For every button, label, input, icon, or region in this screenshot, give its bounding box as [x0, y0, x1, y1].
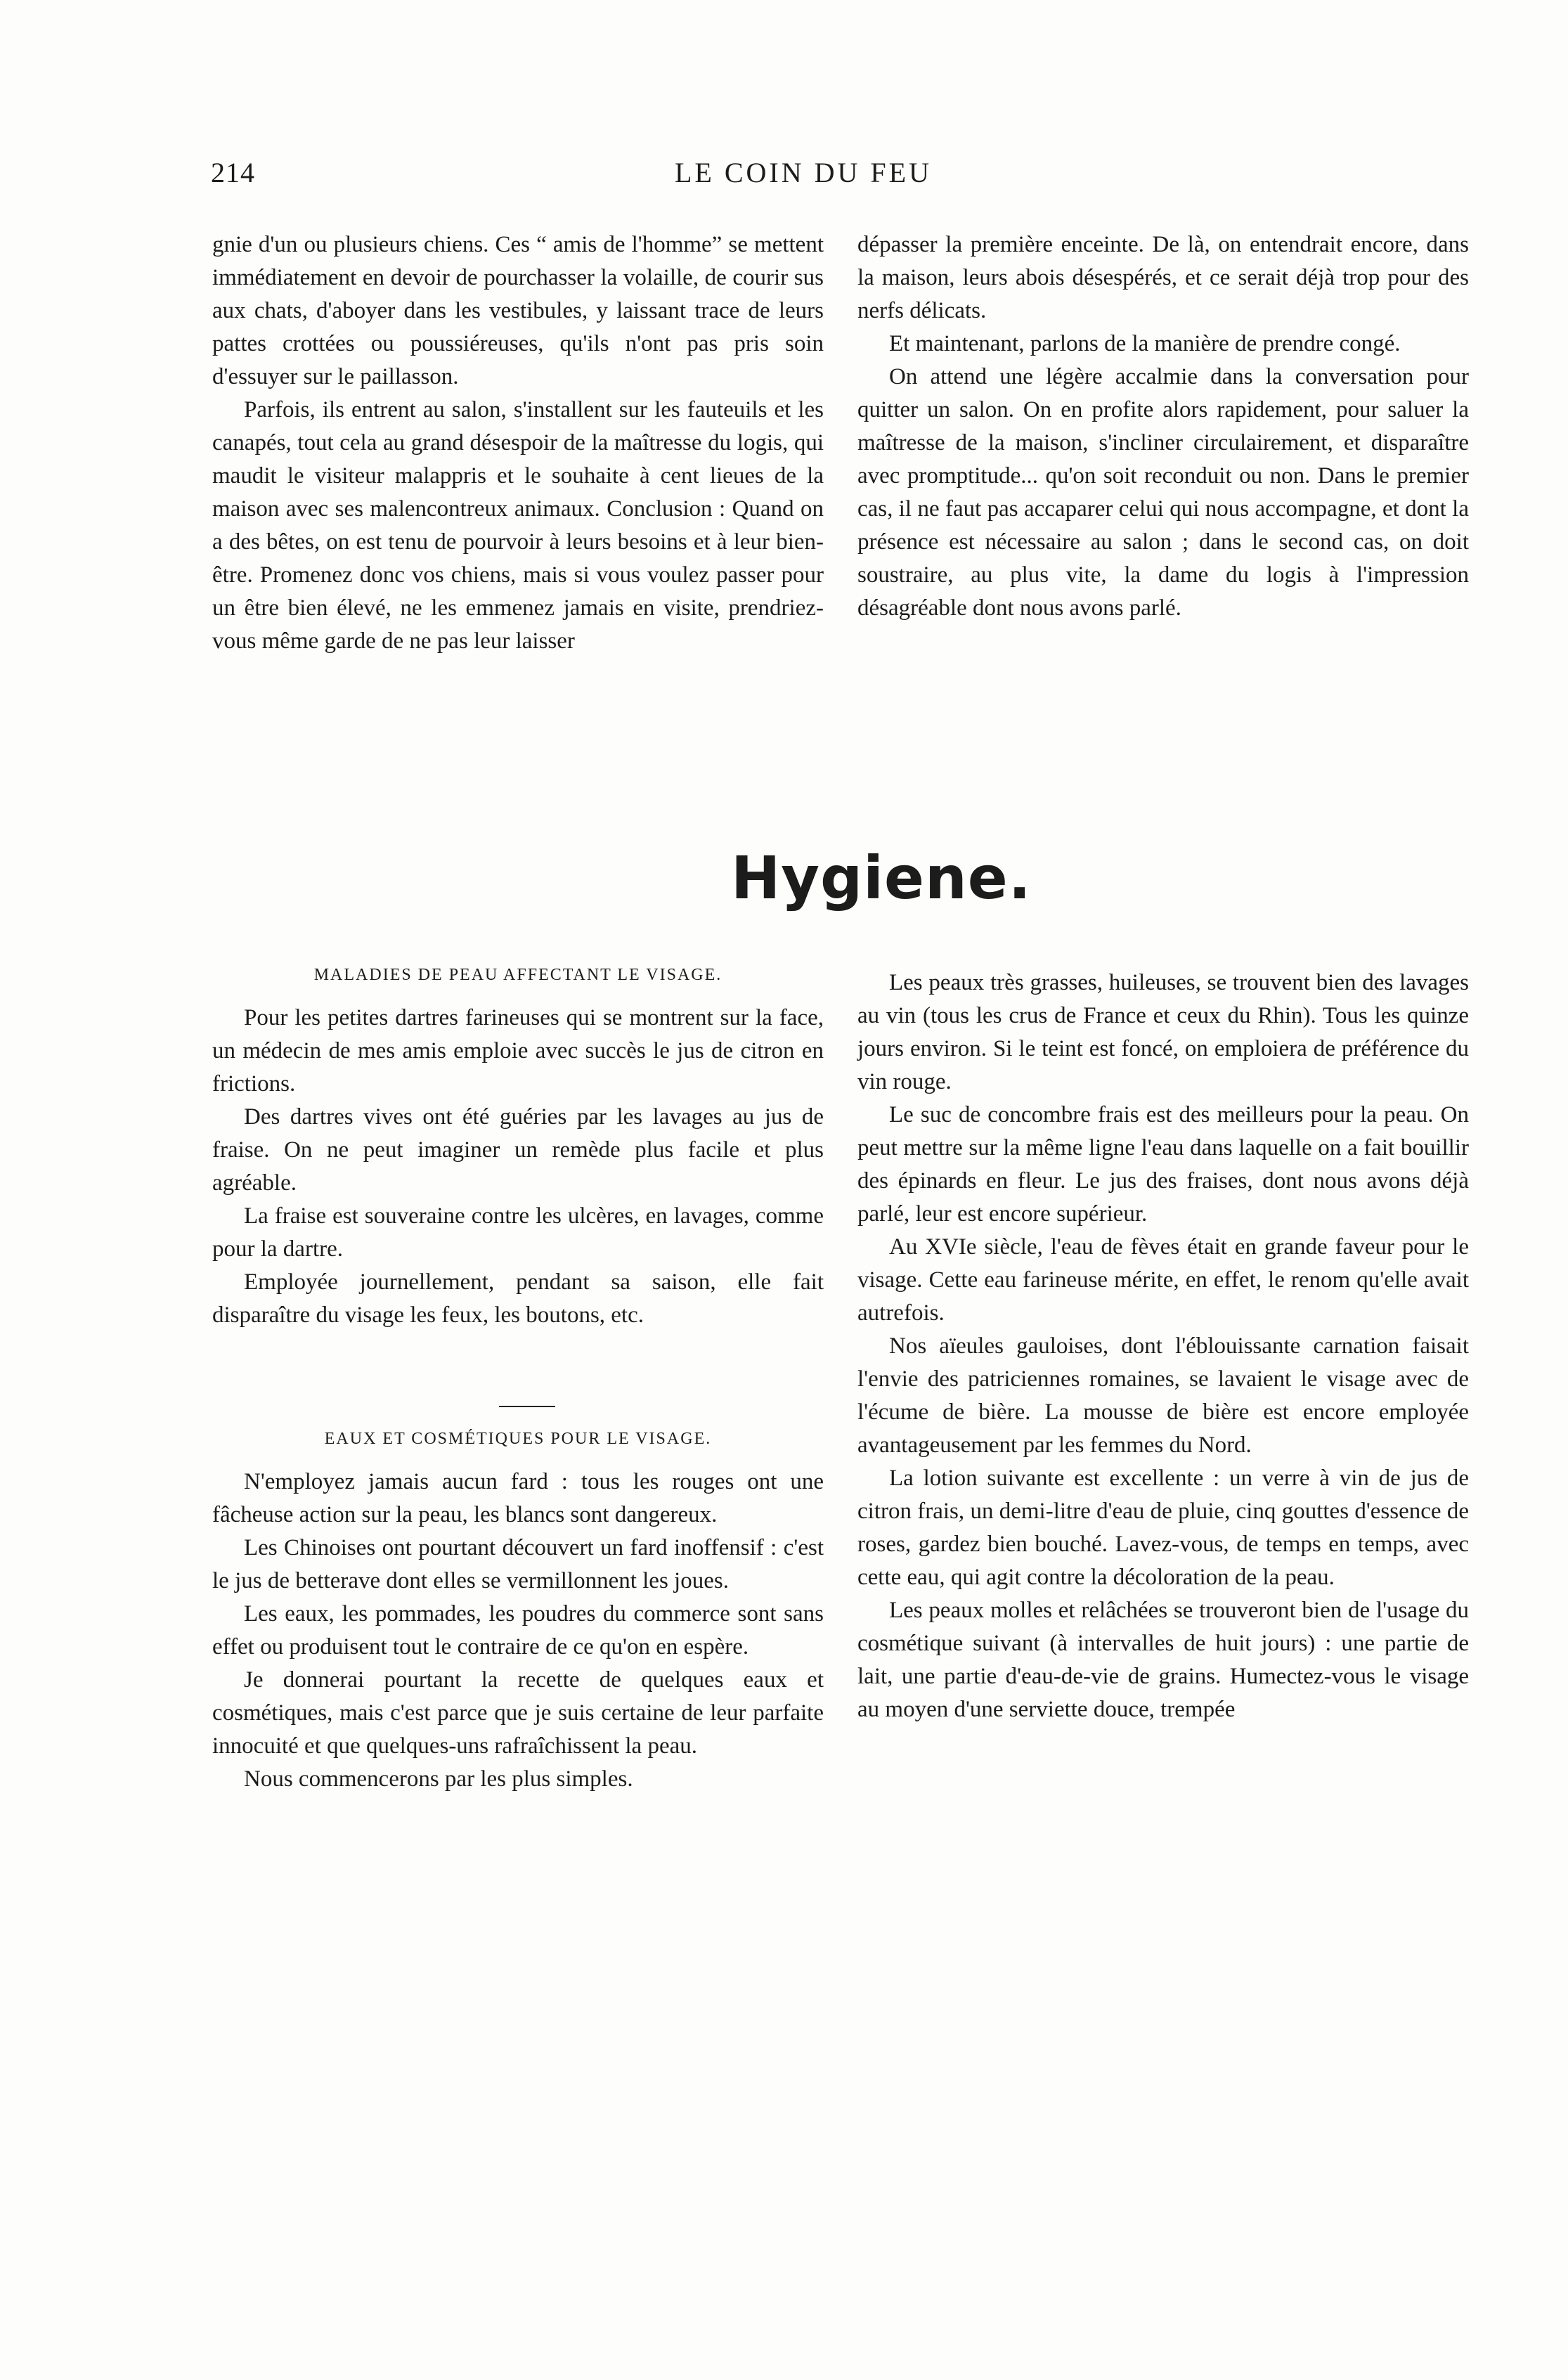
subheading: EAUX ET COSMÉTIQUES POUR LE VISAGE. [324, 1430, 712, 1448]
paragraph: Parfois, ils entrent au salon, s'installent sur les fauteuils et les canapés, tout cela au grand désespoir de la maîtresse du logis, qui maudit le visiteur malappris et le souhaite à cent lieues de la maison avec ses malencontreux animaux. Conclusion : Quand on a des bêtes, on est tenu de pourvoir à leurs besoins et à leur bien-être. Promenez donc vos chiens, mais si vous voulez passer pour un être bien élevé, ne les emmenez jamais en visite, prendriez-vous même garde de ne pas leur laisser [212, 397, 824, 654]
section-title: Hygiene. [731, 843, 1032, 912]
paragraph: Des dartres vives ont été guéries par les lavages au jus de fraise. On ne peut imaginer un remède plus facile et plus agréable. [212, 1104, 824, 1196]
section-divider [499, 1406, 555, 1407]
running-title: LE COIN DU FEU [675, 157, 932, 188]
paragraph: dépasser la première enceinte. De là, on entendrait encore, dans la maison, leurs abois désespérés, et ce serait déjà trop pour des nerfs délicats. [857, 232, 1469, 323]
top-left-column [212, 228, 824, 658]
bottom-right-column [857, 966, 1469, 1726]
paragraph: Les peaux très grasses, huileuses, se trouvent bien des lavages au vin (tous les crus de France et ceux du Rhin). Tous les quinze jours environ. Si le teint est foncé, on emploiera de préférence du vin rouge. [857, 970, 1469, 1094]
paragraph: gnie d'un ou plusieurs chiens. Ces “ amis de l'homme” se mettent immédiatement en devoir de pourchasser la volaille, de courir sus aux chats, d'aboyer dans les vestibules, y laissant trace de leurs pattes crottées ou poussiéreuses, qu'ils n'ont pas pris soin d'essuyer sur le paillasson. [212, 232, 824, 389]
page-number: 214 [211, 157, 255, 188]
paragraph: La lotion suivante est excellente : un verre à vin de jus de citron frais, un demi-litre d'eau de pluie, cinq gouttes d'essence de roses, gardez bien bouché. Lavez-vous, de temps en temps, avec cette eau, qui agit contre la décoloration de la peau. [857, 1466, 1469, 1590]
top-right-column [857, 228, 1469, 625]
paragraph: Les Chinoises ont pourtant découvert un fard inoffensif : c'est le jus de betterave dont elles se vermillonnent les joues. [212, 1535, 824, 1593]
paragraph: On attend une légère accalmie dans la conversation pour quitter un salon. On en profite alors rapidement, pour saluer la maîtresse de la maison, s'incliner circulairement, et disparaître avec promptitude... qu'on soit reconduit ou non. Dans le premier cas, il ne faut pas accaparer celui qui nous accompagne, et dont la présence est nécessaire au salon ; dans le second cas, on doit soustraire, au plus vite, la dame du logis à l'impression désagréable dont nous avons parlé. [857, 364, 1469, 621]
paragraph: Les eaux, les pommades, les poudres du commerce sont sans effet ou produisent tout le contraire de ce qu'on en espère. [212, 1601, 824, 1660]
paragraph: Nos aïeules gauloises, dont l'éblouissante carnation faisait l'envie des patriciennes romaines, se lavaient le visage avec de l'écume de bière. La mousse de bière est encore employée avantageusement par les femmes du Nord. [857, 1333, 1469, 1458]
paragraph: N'employez jamais aucun fard : tous les rouges ont une fâcheuse action sur la peau, les blancs sont dangereux. [212, 1469, 824, 1527]
paragraph: Je donnerai pourtant la recette de quelques eaux et cosmétiques, mais c'est parce que je suis certaine de leur parfaite innocuité et que quelques-uns rafraîchissent la peau. [212, 1667, 824, 1759]
bottom-left-column [212, 1002, 824, 1332]
paragraph: Employée journellement, pendant sa saison, elle fait disparaître du visage les feux, les boutons, etc. [212, 1269, 824, 1328]
paragraph: Au XVIe siècle, l'eau de fèves était en grande faveur pour le visage. Cette eau farineuse mérite, en effet, le renom qu'elle avait autrefois. [857, 1234, 1469, 1326]
paragraph: La fraise est souveraine contre les ulcères, en lavages, comme pour la dartre. [212, 1203, 824, 1262]
paragraph: Nous commencerons par les plus simples. [244, 1766, 633, 1792]
paragraph: Pour les petites dartres farineuses qui se montrent sur la face, un médecin de mes amis emploie avec succès le jus de citron en frictions. [212, 1005, 824, 1097]
paragraph: Les peaux molles et relâchées se trouveront bien de l'usage du cosmétique suivant (à intervalles de huit jours) : une partie de lait, une partie d'eau-de-vie de grains. Humectez-vous le visage au moyen d'une serviette douce, trempée [857, 1598, 1469, 1722]
subheading: MALADIES DE PEAU AFFECTANT LE VISAGE. [313, 966, 723, 984]
bottom-left-column-part2 [212, 1466, 824, 1796]
paragraph: Et maintenant, parlons de la manière de prendre congé. [889, 331, 1401, 356]
paragraph: Le suc de concombre frais est des meilleurs pour la peau. On peut mettre sur la même ligne l'eau dans laquelle on a fait bouillir des épinards en fleur. Le jus des fraises, dont nous avons déjà parlé, leur est encore supérieur. [857, 1102, 1469, 1227]
